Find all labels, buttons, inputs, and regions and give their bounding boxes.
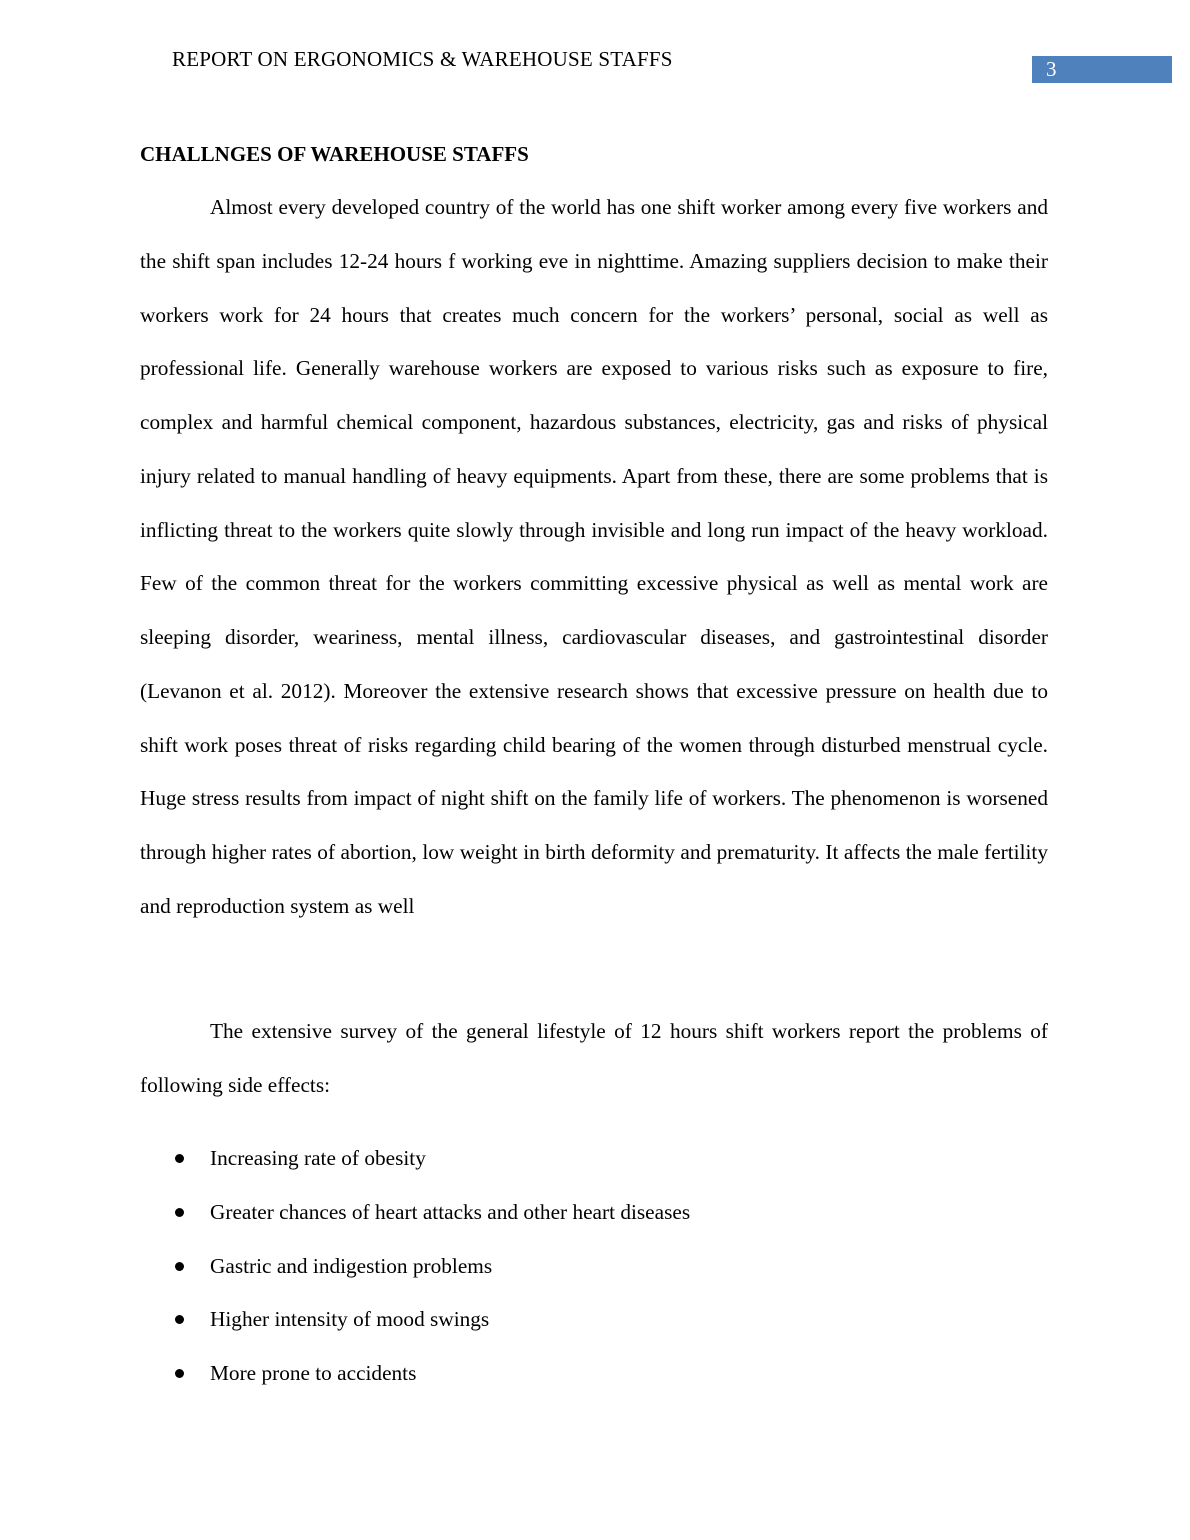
bullet-icon xyxy=(175,1208,184,1217)
bullet-icon xyxy=(175,1369,184,1378)
list-item-text: Greater chances of heart attacks and other heart diseases xyxy=(210,1199,691,1224)
section-heading: CHALLNGES OF WAREHOUSE STAFFS xyxy=(140,142,529,166)
list-item xyxy=(140,1132,1048,1186)
page-number: 3 xyxy=(1046,57,1057,81)
body-paragraph-1: Almost every developed country of the world has one shift worker among every five workers and the shift span includes 12-24 hours f working eve in nighttime. Amazing suppliers decision to make their workers work for 24 hours that creates much concern for the workers’ personal, social as well as professional life. Generally warehouse workers are exposed to various risks such as exposure to fire, complex and harmful chemical component, hazardous substances, electricity, gas and risks of physical injury related to manual handling of heavy equipments. Apart from these, there are some problems that is inflicting threat to the workers quite slowly through invisible and long run impact of the heavy workload. Few of the common threat for the workers committing excessive physical as well as mental work are sleeping disorder, weariness, mental illness, cardiovascular diseases, and gastrointestinal disorder (Levanon et al. 2012). Moreover the extensive research shows that excessive pressure on health due to shift work poses threat of risks regarding child bearing of the women through disturbed menstrual cycle. Huge stress results from impact of night shift on the family life of workers. The phenomenon is worsened through higher rates of abortion, low weight in birth deformity and prematurity. It affects the male fertility and reproduction system as well xyxy=(140,195,1048,918)
bullet-icon xyxy=(175,1262,184,1271)
list-item-text: More prone to accidents xyxy=(210,1361,417,1385)
bullet-icon xyxy=(175,1154,184,1163)
list-item xyxy=(140,1186,1048,1240)
list-item-text: Gastric and indigestion problems xyxy=(210,1253,493,1278)
list-item-text: Increasing rate of obesity xyxy=(210,1146,426,1170)
running-header-title: REPORT ON ERGONOMICS & WAREHOUSE STAFFS xyxy=(172,47,673,71)
bullet-icon xyxy=(175,1315,184,1324)
list-item xyxy=(140,1240,1048,1294)
page-number-badge xyxy=(1032,56,1172,83)
list-item xyxy=(140,1347,1048,1401)
list-item-text: Higher intensity of mood swings xyxy=(210,1307,490,1332)
list-item xyxy=(140,1293,1048,1347)
side-effects-list xyxy=(140,1132,1048,1401)
body-paragraph-2: The extensive survey of the general lifestyle of 12 hours shift workers report the problems of following side effects: xyxy=(140,1019,1048,1097)
